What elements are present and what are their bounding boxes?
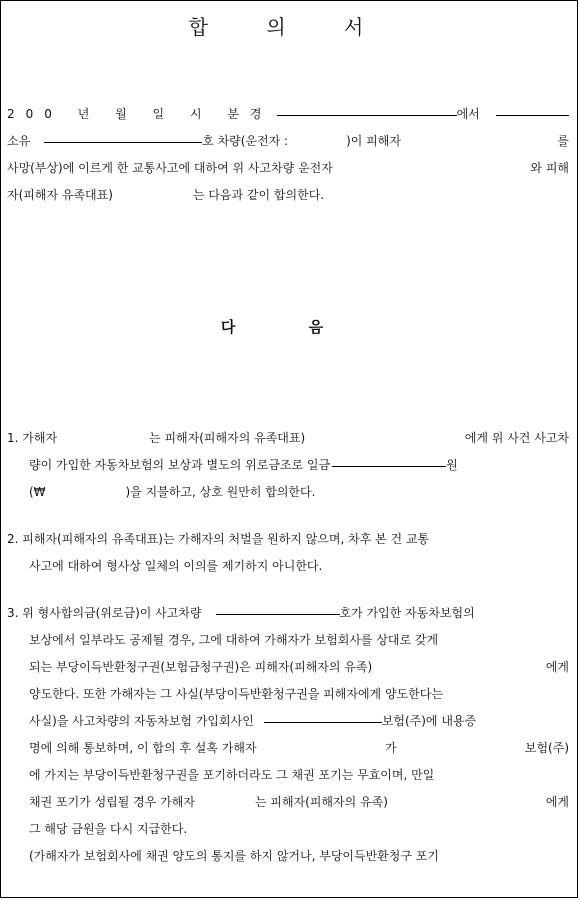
term-2-line-2 — [7, 553, 569, 580]
term-3-line-1 — [7, 600, 569, 627]
amount-blank[interactable] — [332, 452, 446, 467]
date-time-label: 200 년 월 일 시 분경 — [7, 107, 273, 121]
term-2-text-b: 사고에 대하여 형사상 일체의 이의를 제기하지 아니한다. — [29, 559, 323, 573]
won-sign-text: (₩ — [29, 485, 46, 499]
term-1 — [7, 425, 569, 506]
term-1-text-b: 는 피해자(피해자의 유족대표) — [149, 431, 306, 445]
intro-line-1 — [7, 101, 569, 128]
intro-text-3b: 와 피해 — [530, 161, 569, 175]
intro-paragraph — [7, 101, 569, 209]
term-3-text-f: 양도한다. 또한 가해자는 그 사실(부당이득반환청구권을 피해자에게 양도한다는 — [29, 687, 443, 701]
insurer-blank[interactable] — [264, 708, 382, 723]
intro-text-4a: 자(피해자 유족대표) — [7, 188, 113, 202]
document-title: 합 의 서 — [188, 15, 390, 39]
term-3-line-4 — [7, 681, 569, 708]
term-1-line-1 — [7, 425, 569, 452]
term-3-text-h: 보험(주)에 내용증 — [381, 714, 477, 728]
term-2-text-a: 2. 피해자(피해자의 유족대표)는 가해자의 처벌을 원하지 않으며, 차후 본 건 교통 — [7, 532, 430, 546]
term-1-text-f: )을 지불하고, 상호 원만히 합의한다. — [125, 485, 316, 499]
term-3-text-o: 에게 — [545, 795, 569, 809]
term-3-line-6 — [7, 735, 569, 762]
term-3-text-m: 채권 포기가 성립될 경우 가해자 — [29, 795, 195, 809]
victim-label: )이 피해자 — [346, 134, 401, 148]
intro-line-4 — [7, 182, 569, 209]
term-2-line-1 — [7, 526, 569, 553]
vehicle-driver-label: 호 차량(운전자 : — [202, 134, 289, 148]
vehicle-number-blank[interactable] — [44, 128, 202, 143]
term-3-line-9 — [7, 816, 569, 843]
term-3-text-d: 되는 부당이득반환청구권(보험금청구권)은 피해자(피해자의 유족) — [29, 660, 373, 674]
term-3-text-p: 그 해당 금원을 다시 지급한다. — [29, 822, 188, 836]
term-3-text-j: 가 — [384, 741, 397, 755]
where-label: 에서 — [456, 107, 480, 121]
term-3-text-n: 는 피해자(피해자의 유족) — [254, 795, 388, 809]
intro-line-2 — [7, 128, 569, 155]
terms-list — [7, 425, 569, 890]
place-blank[interactable] — [277, 101, 457, 116]
term-3-text-l: 에 가지는 부당이득반환청구권을 포기하더라도 그 채권 포기는 무효이며, 만일 — [29, 768, 435, 782]
term-3-line-3 — [7, 654, 569, 681]
term-1-text-c: 에게 위 사건 사고차 — [464, 431, 569, 445]
term-3-line-8 — [7, 789, 569, 816]
object-particle: 를 — [557, 134, 569, 148]
intro-text-4b: 는 다음과 같이 합의한다. — [192, 188, 325, 202]
term-3-text-k: 보험(주) — [524, 741, 570, 755]
term-3-text-b: 호가 가입한 자동차보험의 — [339, 606, 475, 620]
owner-blank[interactable] — [496, 101, 569, 116]
term-2 — [7, 526, 569, 580]
term-1-text-e: 원 — [446, 458, 458, 472]
term-1-text-d: 량이 가입한 자동차보험의 보상과 별도의 위로금조로 일금 — [29, 458, 331, 472]
term-3 — [7, 600, 569, 870]
term-3-line-2 — [7, 627, 569, 654]
intro-line-3 — [7, 155, 569, 182]
term-3-line-10 — [7, 843, 569, 870]
term-3-line-7 — [7, 762, 569, 789]
term-3-line-5 — [7, 708, 569, 735]
term-1-line-3 — [7, 479, 569, 506]
term-3-text-a: 3. 위 형사합의금(위로금)이 사고차량 — [7, 606, 202, 620]
owner-label: 소유 — [7, 134, 31, 148]
term-3-text-e: 에게 — [545, 660, 569, 674]
vehicle-blank[interactable] — [216, 600, 340, 615]
section-heading: 다 음 — [220, 318, 358, 336]
term-3-text-g: 사실)을 사고차량의 자동차보험 가입회사인 — [29, 714, 254, 728]
term-3-text-c: 보상에서 일부라도 공제될 경우, 그에 대하여 가해자가 보험회사를 상대로 갖게 — [29, 633, 439, 647]
term-3-text-i: 명에 의해 통보하며, 이 합의 후 설혹 가해자 — [29, 741, 257, 755]
term-3-text-q: (가해자가 보험회사에 채권 양도의 통지를 하지 않거나, 부당이득반환청구 포기 — [29, 849, 439, 863]
term-1-text-a: 1. 가해자 — [7, 431, 58, 445]
term-1-line-2 — [7, 452, 569, 479]
intro-text-3a: 사망(부상)에 이르게 한 교통사고에 대하여 위 사고차량 운전자 — [7, 161, 333, 175]
